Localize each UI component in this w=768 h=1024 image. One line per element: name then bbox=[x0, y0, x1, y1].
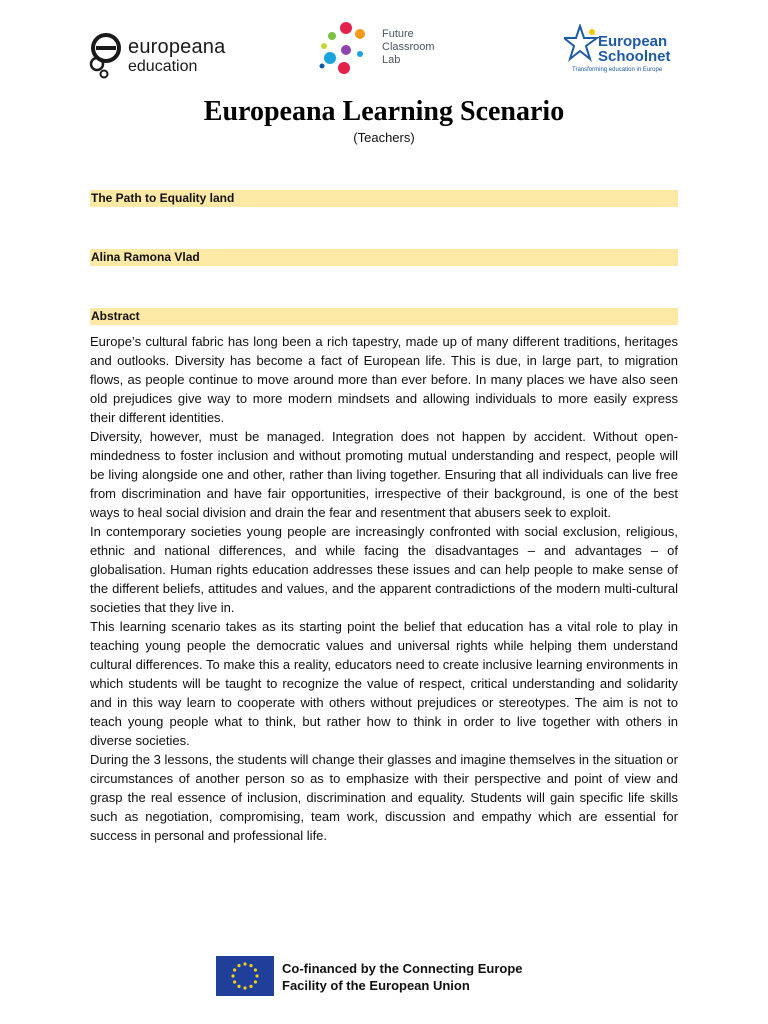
eu-funding-footer bbox=[216, 956, 576, 996]
abstract-paragraph-2: Diversity, however, must be managed. Integration does not happen by accident. Without open-mindedness to foster inclusion and without promoting mutual understanding and respect, people will be living alongside one and other, rather than living together. Ensuring that all individuals can live free from discrimination and have fair opportunities, irrespective of their background, is one of the best ways to heal social division and drain the fear and resentment that abusers seek to exploit. bbox=[90, 429, 678, 520]
education-wordmark: education bbox=[128, 58, 198, 75]
header bbox=[0, 0, 768, 96]
document-subtitle: (Teachers) bbox=[353, 130, 415, 145]
esn-star-icon bbox=[564, 24, 600, 64]
document-title: Europeana Learning Scenario bbox=[203, 96, 565, 127]
fcl-line-2: Classroom bbox=[382, 41, 435, 53]
european-schoolnet-logo bbox=[564, 24, 694, 78]
abstract-paragraph-3: In contemporary societies young people are increasingly confronted with social exclusion, religious, ethnic and national differences, and while facing the disadvantages – and advantages – of globalisation. Human rights education addresses these issues and can help people to make sense of the different beliefs, attitudes and values, and the apparent contradictions of the modern multi-cultural societies that they live in. bbox=[90, 524, 678, 615]
eu-funding-line-2: Facility of the European Union bbox=[282, 978, 470, 993]
europeana-education-logo bbox=[88, 30, 238, 80]
esn-tagline: Transforming education in Europe bbox=[572, 67, 663, 73]
abstract-paragraph-5: During the 3 lessons, the students will change their glasses and imagine themselves in the situation or circumstances of another person so as to emphasize with their perspective and point of view and grasp the real essence of inclusion, discrimination and equality. Students will gain specific life skills such as negotiation, compromising, team work, discussion and empathy which are essential for success in personal and professional life. bbox=[90, 752, 678, 843]
esn-wordmark-1: European bbox=[598, 33, 668, 50]
abstract-heading: Abstract bbox=[90, 308, 678, 325]
abstract-body bbox=[90, 332, 678, 845]
abstract-paragraph-4: This learning scenario takes as its starting point the belief that education has a vital role to play in teaching young people the democratic values and universal rights while helping them understand cultural differences. To make this a reality, educators need to create inclusive learning environments in which students will be taught to recognize the value of respect, critical understanding and solidarity and in this way learn to cooperate with others without prejudices or stereotypes. The aim is not to teach young people what to think, but rather how to think in order to live together with others in diverse societies. bbox=[90, 619, 678, 748]
scenario-title: The Path to Equality land bbox=[90, 190, 678, 207]
fcl-line-1: Future bbox=[382, 28, 414, 40]
fcl-wordmark bbox=[382, 28, 435, 67]
abstract-paragraph-1: Europe’s cultural fabric has long been a rich tapestry, made up of many different traditions, heritages and outlooks. Diversity has become a fact of European life. This is due, in large part, to migration flows, as people continue to move around more than ever before. In many places we have also seen old prejudices give way to more modern mindsets and allowing individuals to more easily express their different identities. bbox=[90, 334, 678, 425]
esn-wordmark-2: Schoolnet bbox=[598, 48, 671, 65]
fcl-line-3: Lab bbox=[382, 54, 401, 66]
fcl-pins-icon bbox=[316, 20, 378, 82]
eu-funding-text bbox=[282, 960, 523, 994]
author-name: Alina Ramona Vlad bbox=[90, 249, 678, 266]
europeana-mark-icon bbox=[88, 30, 128, 80]
europeana-wordmark: europeana bbox=[128, 36, 226, 58]
eu-flag-icon bbox=[216, 956, 274, 996]
future-classroom-lab-logo bbox=[316, 20, 456, 82]
eu-funding-line-1: Co-financed by the Connecting Europe bbox=[282, 961, 523, 976]
